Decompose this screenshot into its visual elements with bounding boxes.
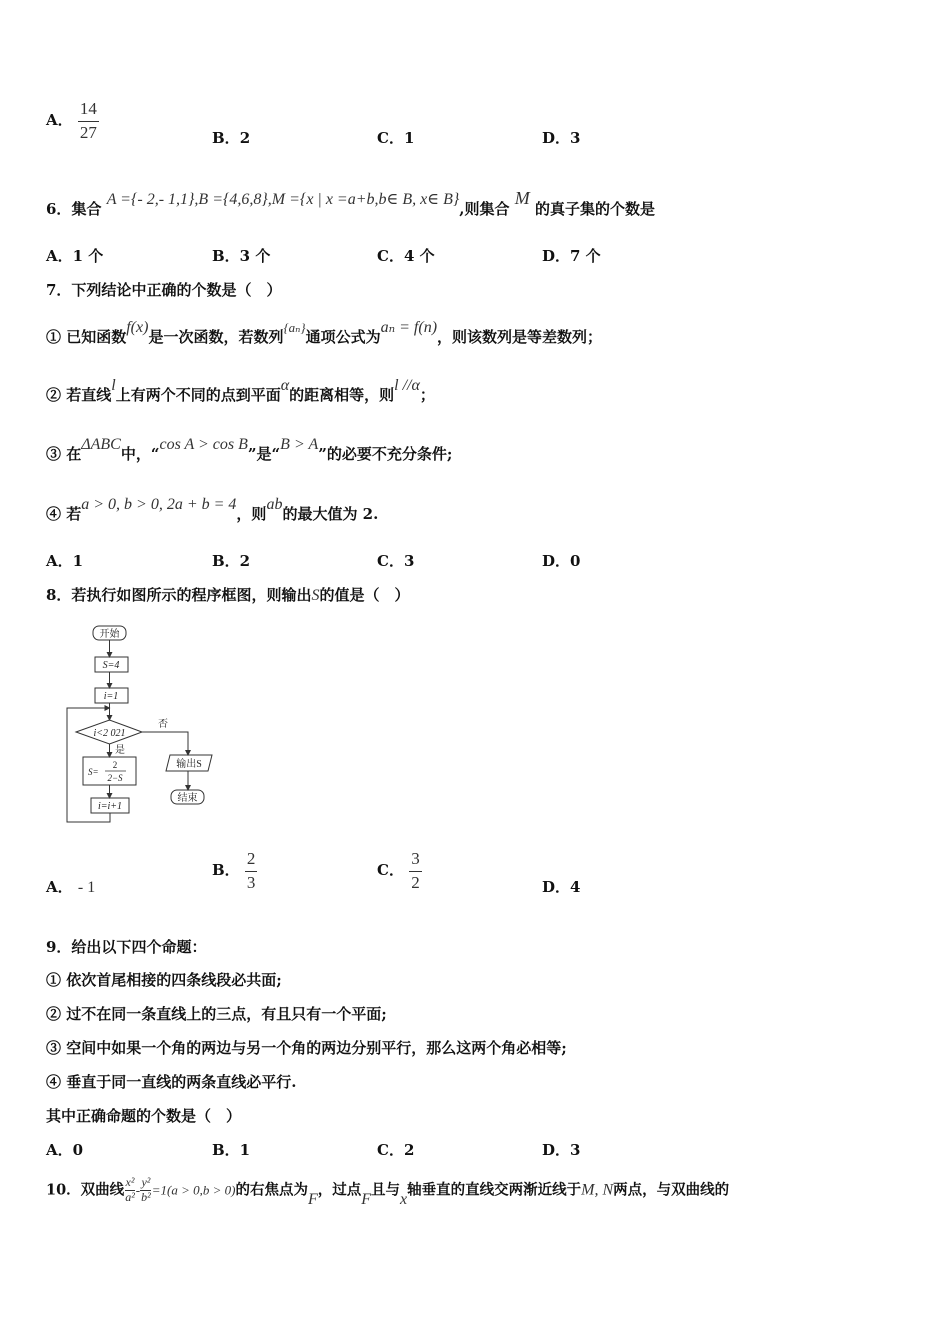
q6-formula: A ={‐ 2,‐ 1,1},B ={4,6,8},M ={x | x =a+b,b∈ B, x∈ B}: [106, 191, 460, 208]
flow-s-update-lhs: S=: [88, 767, 99, 777]
q5-option-d: D．3: [542, 129, 581, 147]
q5-option-a: A． $\frac{14}{27}$: [46, 99, 97, 142]
q8-option-a: A． ‐ 1: [46, 878, 96, 896]
flow-start-label: 开始: [99, 629, 120, 640]
q8-option-b: B． $\frac{2}{3}$: [212, 849, 256, 892]
flow-yes-label: 是: [115, 745, 125, 756]
q7-option-d: D．0: [542, 552, 581, 570]
q9-option-b: B．1: [212, 1141, 251, 1159]
q6-option-c: C．4 个: [377, 247, 435, 265]
q7-statement-4: ④ 若a > 0, b > 0, 2a + b = 4，则ab的最大值为 2.: [46, 496, 379, 523]
q10-x-fraction: $\frac{\text{x²}}{\text{a²}}$: [125, 1175, 135, 1204]
flow-output-label: 输出S: [176, 759, 202, 770]
question-9-stem: 9．给出以下四个命题：: [46, 938, 207, 956]
q8-option-b-fraction: $\frac{2}{3}$: [246, 849, 256, 892]
q9-option-a: A．0: [46, 1141, 84, 1159]
q9-option-c: C．2: [377, 1141, 415, 1159]
q7-option-c: C．3: [377, 552, 415, 570]
q8-option-d: D．4: [542, 878, 581, 896]
q5-option-c: C．1: [377, 129, 415, 147]
flow-s-update-den: 2−S: [107, 773, 123, 783]
flow-condition-label: i<2 021: [93, 728, 126, 739]
question-7-stem: 7．下列结论中正确的个数是（ ）: [46, 281, 282, 299]
q6-option-a: A．1 个: [46, 247, 104, 265]
q6-option-b: B．3 个: [212, 247, 271, 265]
q7-statement-1: ① 已知函数f(x)是一次函数，若数列{aₙ}通项公式为aₙ = f(n)，则该数列是等差数列；: [46, 319, 603, 346]
q5-option-b: B．2: [212, 129, 251, 147]
q6-option-d: D．7 个: [542, 247, 601, 265]
question-10: 10．双曲线 $\frac{\text{x²}}{\text{a²}}$ ‐ $\frac{\text{y²}}{\text{b²}}$ =1(a > 0,b > 0)的右焦点为F，过点F且与x轴垂直的直线交两渐近线于M, N两点，与双曲线的: [46, 1175, 730, 1209]
q9-proposition-4: ④ 垂直于同一直线的两条直线必平行.: [46, 1073, 297, 1091]
flow-inc-label: i=i+1: [97, 801, 123, 812]
flow-end-label: 结束: [177, 793, 198, 804]
q9-proposition-3: ③ 空间中如果一个角的两边与另一个角的两边分别平行，那么这两个角必相等;: [46, 1039, 567, 1057]
q9-proposition-1: ① 依次首尾相接的四条线段必共面;: [46, 971, 282, 989]
flow-no-label: 否: [158, 719, 168, 730]
q7-statement-2: ② 若直线l上有两个不同的点到平面α的距离相等，则l //α；: [46, 377, 435, 404]
flow-s-init-label: S=4: [102, 660, 120, 671]
program-flowchart: [62, 620, 232, 832]
flow-no-arrow: [142, 732, 188, 755]
q7-option-b: B．2: [212, 552, 251, 570]
q9-ask: 其中正确命题的个数是（ ）: [46, 1107, 242, 1125]
question-6: 6．集合 A ={‐ 2,‐ 1,1},B ={4,6,8},M ={x | x =a+b,b∈ B, x∈ B},则集合 M 的真子集的个数是: [46, 188, 655, 218]
q7-statement-3: ③ 在ΔABC中，“cos A > cos B”是“B > A”的必要不充分条件;: [46, 436, 453, 463]
q8-option-c: C． $\frac{3}{2}$: [377, 849, 420, 892]
q10-y-fraction: $\frac{\text{y²}}{\text{b²}}$: [141, 1175, 151, 1204]
q5-option-a-fraction: $\frac{14}{27}$: [79, 99, 97, 142]
q8-option-c-fraction: $\frac{3}{2}$: [411, 849, 420, 892]
question-8-stem: 8．若执行如图所示的程序框图，则输出S的值是（ ）: [46, 586, 410, 604]
q9-option-d: D．3: [542, 1141, 581, 1159]
flow-i-init-label: i=1: [103, 691, 119, 702]
flow-s-update-num: 2: [112, 760, 118, 770]
q9-proposition-2: ② 过不在同一条直线上的三点，有且只有一个平面;: [46, 1005, 387, 1023]
q7-option-a: A．1: [46, 552, 84, 570]
